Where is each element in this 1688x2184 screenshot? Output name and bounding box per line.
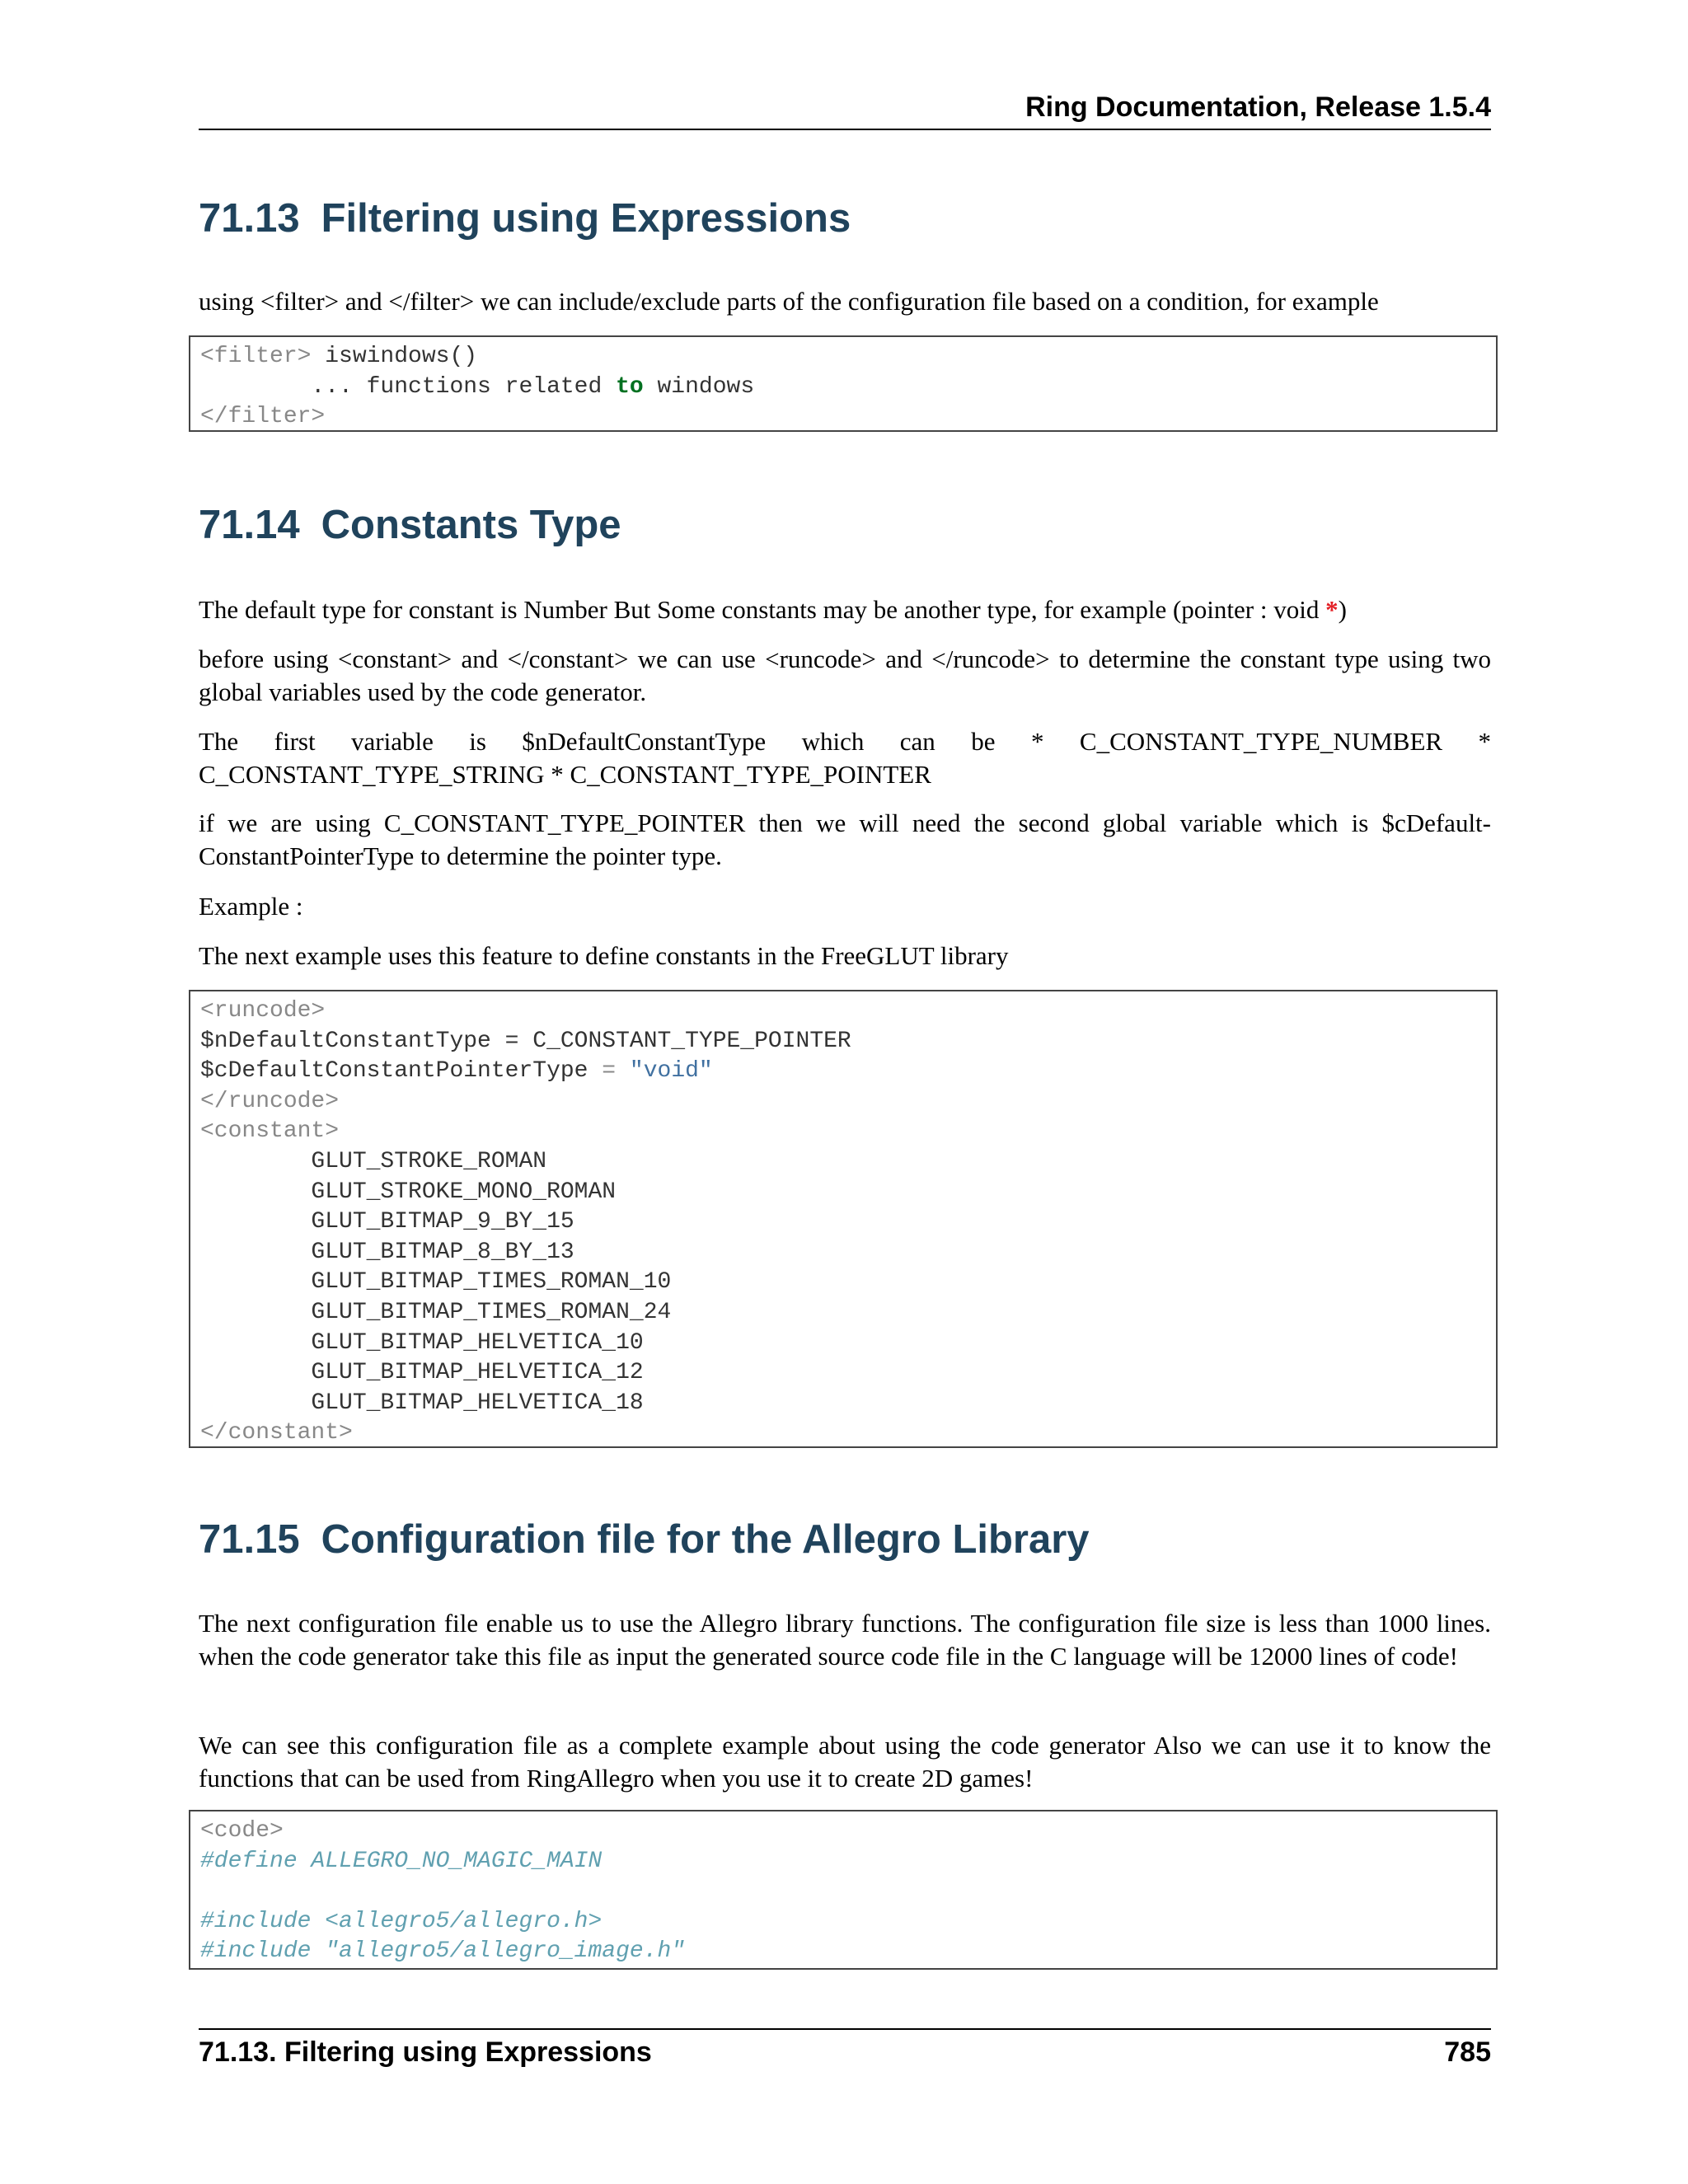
example-label: Example :: [199, 892, 303, 921]
code-tag: <filter>: [200, 344, 312, 369]
constants-code-block: [189, 990, 1498, 1448]
allegro-code-block: [189, 1810, 1498, 1970]
section-number: 71.13: [199, 196, 300, 241]
code-line: GLUT_BITMAP_HELVETICA_18: [200, 1390, 644, 1416]
section-title-text: Configuration file for the Allegro Library: [321, 1517, 1090, 1562]
code-line: GLUT_BITMAP_8_BY_13: [200, 1239, 574, 1265]
section-heading-71-13: [199, 194, 851, 243]
code-tag: <code>: [200, 1818, 284, 1844]
paragraph-text: ): [1338, 595, 1347, 624]
filter-intro-paragraph: using <filter> and </filter> we can include/exclude parts of the configuration file based on a condition, for example: [199, 287, 1379, 316]
asterisk-operator: *: [1325, 595, 1339, 624]
code-text: windows: [643, 373, 755, 400]
footer-section-title: 71.13. Filtering using Expressions: [199, 2036, 652, 2068]
code-line: [200, 402, 1486, 433]
running-header: Ring Documentation, Release 1.5.4: [1025, 91, 1491, 123]
code-text: $cDefaultConstantPointerType: [200, 1058, 588, 1085]
code-tag: </constant>: [200, 1420, 353, 1446]
code-line: GLUT_BITMAP_HELVETICA_10: [200, 1329, 644, 1356]
section-number: 71.14: [199, 503, 300, 547]
code-line: [200, 1087, 1486, 1118]
code-line: [200, 1117, 1486, 1147]
section-title-text: Constants Type: [321, 503, 621, 547]
header-rule: [199, 129, 1491, 130]
footer-page-number: 785: [1444, 2036, 1491, 2068]
code-line: GLUT_BITMAP_TIMES_ROMAN_24: [200, 1299, 672, 1325]
code-line: GLUT_STROKE_MONO_ROMAN: [200, 1179, 617, 1205]
code-line: [200, 1816, 1486, 1847]
code-line: [200, 373, 1486, 403]
code-tag: </filter>: [200, 404, 326, 430]
code-tag: <runcode>: [200, 998, 326, 1024]
code-line: [200, 1418, 1486, 1449]
code-line: [200, 1027, 1486, 1057]
section-number: 71.15: [199, 1517, 300, 1562]
code-line: [200, 1057, 1486, 1087]
code-tag: <constant>: [200, 1118, 340, 1145]
code-line: GLUT_BITMAP_TIMES_ROMAN_10: [200, 1269, 672, 1296]
code-text: iswindows(): [311, 344, 478, 369]
code-line: GLUT_BITMAP_HELVETICA_12: [200, 1360, 644, 1386]
constants-paragraph-2: before using <constant> and </constant> we can use <runcode> and </runcode> to determine the constant type using two global variables used by the code generator.: [199, 644, 1491, 706]
code-string: "void": [629, 1058, 713, 1085]
code-line: [200, 1877, 1486, 1907]
allegro-paragraph-2: We can see this configuration file as a complete example about using the code generator Also we can use it to know the functions that can be used from RingAllegro when you use it to create 2D games!: [199, 1731, 1491, 1793]
code-preprocessor-line: #define ALLEGRO_NO_MAGIC_MAIN: [200, 1848, 603, 1874]
constants-paragraph-6: The next example uses this feature to define constants in the FreeGLUT library: [199, 941, 1009, 970]
code-line: [200, 342, 1486, 373]
section-heading-71-14: [199, 500, 621, 550]
code-keyword: to: [616, 373, 644, 400]
section-heading-71-15: [199, 1515, 1090, 1564]
code-text: $nDefaultConstantType = C_CONSTANT_TYPE_POINTER: [200, 1028, 851, 1054]
filter-code-block: [189, 335, 1498, 432]
constants-paragraph-1: [199, 593, 1491, 626]
code-operator: =: [588, 1058, 630, 1085]
code-line: [200, 996, 1486, 1027]
constants-paragraph-4: if we are using C_CONSTANT_TYPE_POINTER then we will need the second global variable which is $cDefault-ConstantPointerType to determine the pointer type.: [199, 808, 1491, 870]
section-title-text: Filtering using Expressions: [321, 196, 851, 241]
footer-rule: [199, 2028, 1491, 2030]
code-text: ... functions related: [200, 373, 617, 400]
code-tag: </runcode>: [200, 1088, 340, 1114]
code-line: GLUT_STROKE_ROMAN: [200, 1148, 547, 1174]
code-preprocessor-line: #include "allegro5/allegro_image.h": [200, 1938, 686, 1965]
code-line: GLUT_BITMAP_9_BY_15: [200, 1209, 574, 1235]
code-preprocessor-line: #include <allegro5/allegro.h>: [200, 1908, 603, 1934]
paragraph-text: The default type for constant is Number But Some constants may be another type, for example (pointer : void: [199, 595, 1326, 624]
allegro-paragraph-1: The next configuration file enable us to use the Allegro library functions. The configuration file size is less than 1000 lines. when the code generator take this file as input the generated source code file in the C language will be 12000 lines of code!: [199, 1609, 1491, 1671]
constants-paragraph-3: The first variable is $nDefaultConstantType which can be * C_CONSTANT_TYPE_NUMBER * C_CONSTANT_TYPE_STRING * C_CONSTANT_TYPE_POINTER: [199, 727, 1491, 789]
